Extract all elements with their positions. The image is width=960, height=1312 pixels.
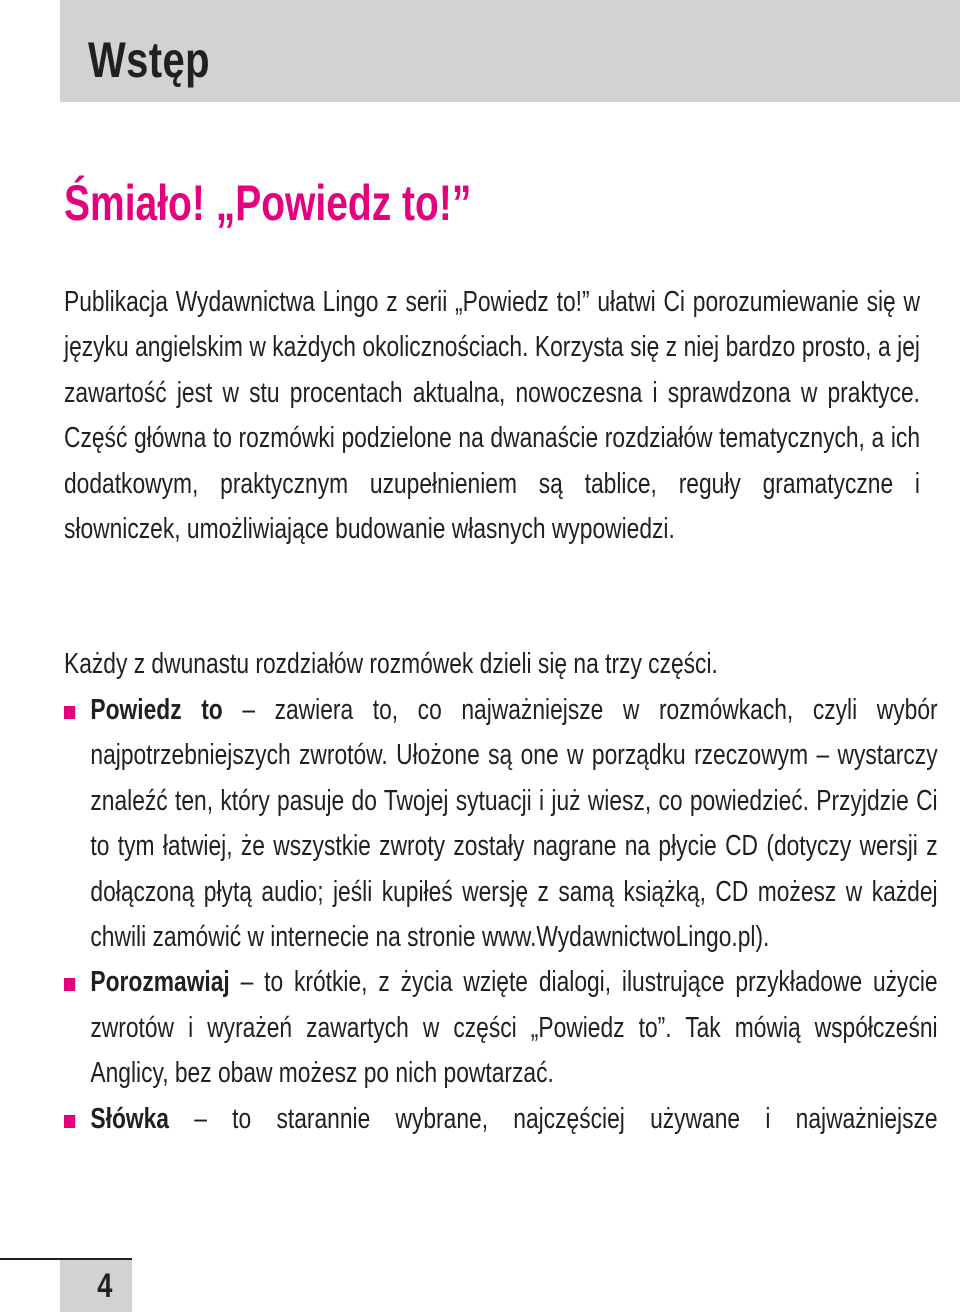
bullet-text: – to krótkie, z życia wzięte dialogi, ilustrujące przykładowe użycie zwrotów i wyrażeń zawartych w części „Powiedz to”. Tak mówią współcześni Anglicy, bez obaw możesz po nich powtarzać. xyxy=(90,966,938,1090)
lead-sentence: Każdy z dwunastu rozdziałów rozmówek dzieli się na trzy części. xyxy=(64,648,718,680)
section-subtitle: Śmiało! „Powiedz to!” xyxy=(64,175,472,231)
bullet-term: Porozmawiaj xyxy=(90,966,230,999)
bullet-text: – to starannie wybrane, najczęściej używane i najważniejsze xyxy=(168,1102,938,1135)
intro-paragraph: Publikacja Wydawnictwa Lingo z serii „Powiedz to!” ułatwi Ci porozumiewanie się w języku angielskim w każdych okolicznościach. Korzysta się z niej bardzo prosto, a jej zawartość jest w stu procentach aktualna, nowoczesna i sprawdzona w praktyce. Część główna to rozmówki podzielone na dwanaście rozdziałów tematycznych, a ich dodatkowym, praktycznym uzupełnieniem są tablice, reguły gramatyczne i słowniczek, umożliwiające budowanie własnych wypowiedzi. xyxy=(64,286,920,546)
page-number: 4 xyxy=(97,1267,113,1305)
header-band xyxy=(60,0,960,102)
page-title: Wstęp xyxy=(88,32,210,88)
bullet-term: Słówka xyxy=(90,1102,169,1135)
bullet-square-icon xyxy=(64,978,75,991)
list-item-slowka xyxy=(64,1097,938,1142)
list-item-powiedz-to xyxy=(64,688,938,960)
bullet-list xyxy=(64,688,938,1142)
page-number-box xyxy=(60,1260,132,1312)
list-item-porozmawiaj xyxy=(64,960,938,1096)
bullet-term: Powiedz to xyxy=(90,694,223,726)
bullet-square-icon xyxy=(64,706,75,719)
bullet-square-icon xyxy=(64,1115,75,1128)
bullet-text: – zawiera to, co najważniejsze w rozmówkach, czyli wybór najpotrzebniejszych zwrotów. Ułożone są one w porządku rzeczowym – wystarczy znaleźć ten, który pasuje do Twojej sytuacji i już wiesz, co powiedzieć. Przyjdzie Ci to tym łatwiej, że wszystkie zwroty zostały nagrane na płycie CD (dotyczy wersji z dołączoną płytą audio; jeśli kupiłeś wersję z samą książką, CD możesz w każdej chwili zamówić w internecie na stronie www.WydawnictwoLingo.pl). xyxy=(90,694,938,954)
